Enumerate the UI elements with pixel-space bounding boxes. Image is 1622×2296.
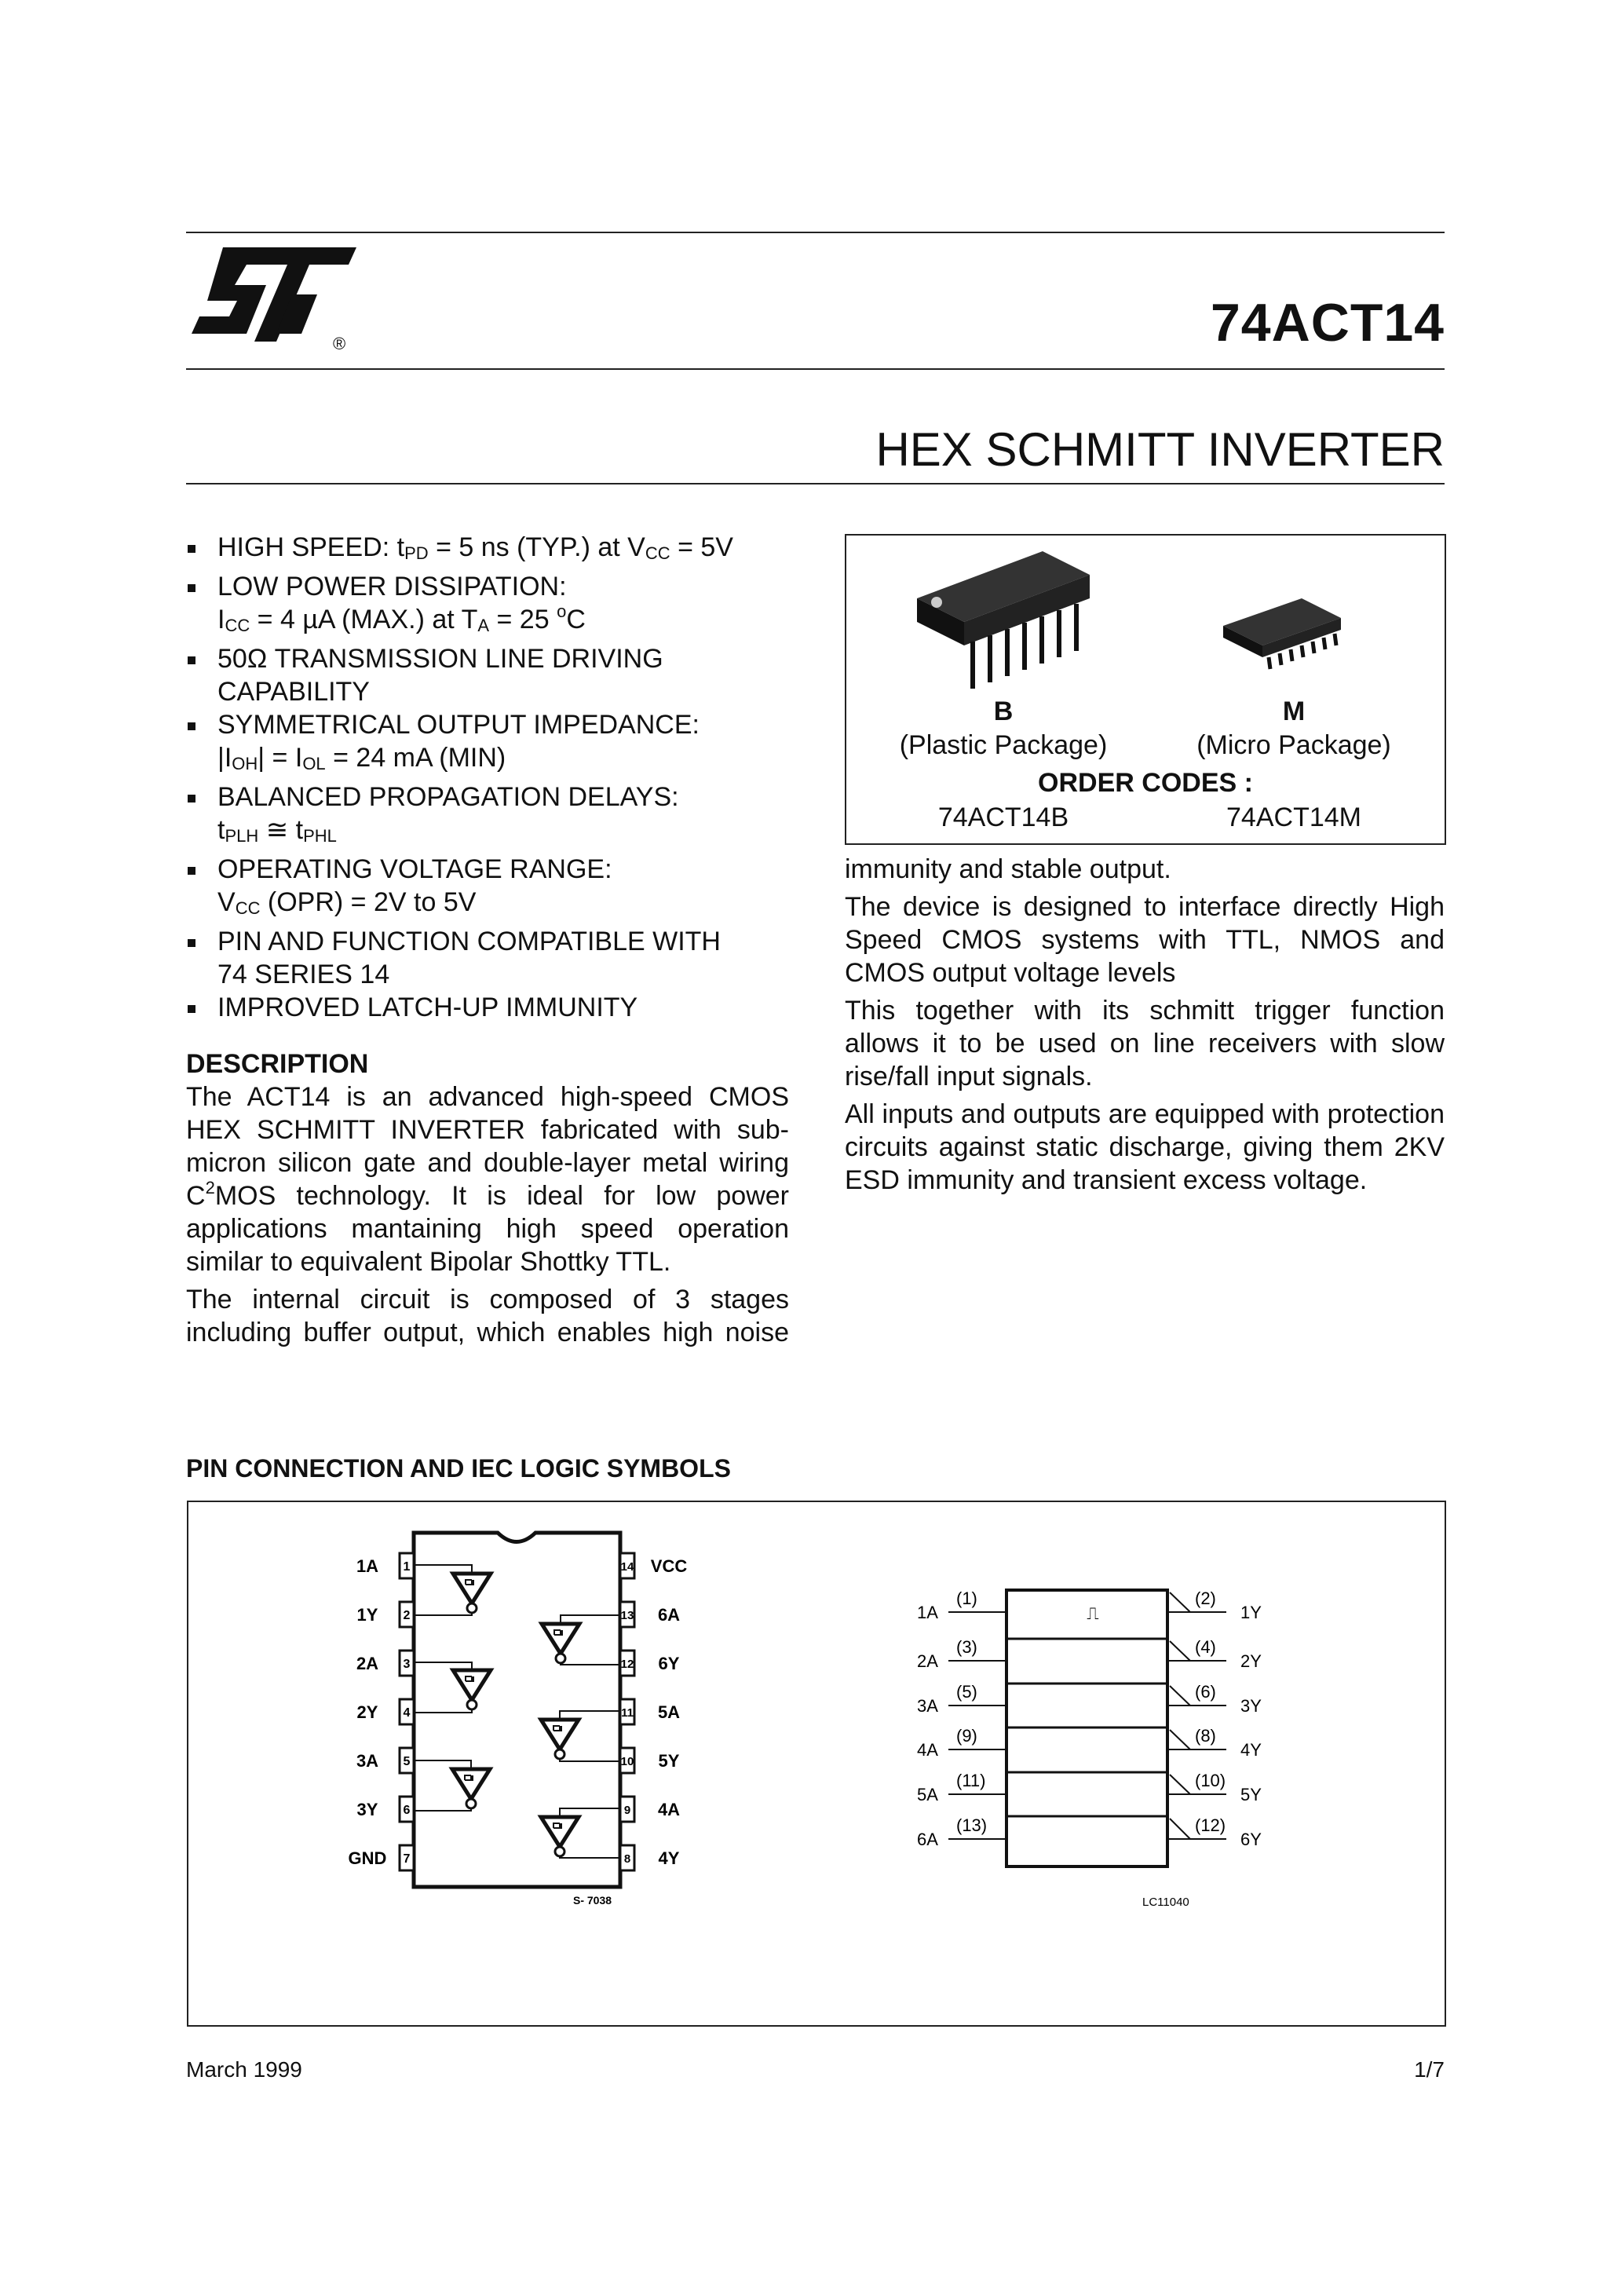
output-pin-number: (2) xyxy=(1195,1589,1216,1608)
pin-label: 3A xyxy=(356,1751,379,1771)
output-pin-number: (8) xyxy=(1195,1726,1216,1746)
hysteresis-symbol xyxy=(466,1580,473,1585)
order-code-m: 74ACT14M xyxy=(1226,803,1361,832)
wire xyxy=(560,1856,620,1858)
page-title: HEX SCHMITT INVERTER xyxy=(875,423,1445,476)
pin-number: 11 xyxy=(621,1706,634,1720)
hysteresis-symbol xyxy=(554,1630,562,1635)
feature-item: HIGH SPEED: $t_{PD} = 5$ ns (TYP.) at $V_{CC} = 5V$ xyxy=(186,531,789,570)
feature-item: SYMMETRICAL OUTPUT IMPEDANCE: $|I_{OH}| = I_{OL} = 24$ mA (MIN) xyxy=(186,708,789,781)
pin-number: 6 xyxy=(403,1804,411,1817)
inverter-triangle xyxy=(541,1720,579,1749)
registered-mark: ® xyxy=(333,334,346,353)
output-label: 5Y xyxy=(1240,1785,1262,1804)
inverter-bubble xyxy=(555,1847,564,1856)
input-pin-number: (9) xyxy=(956,1726,977,1746)
pin-number: 2 xyxy=(403,1609,411,1622)
description-heading: DESCRIPTION xyxy=(186,1049,369,1079)
pin-label: 4A xyxy=(657,1800,681,1819)
pin-label: 6A xyxy=(657,1605,681,1625)
diagram-code: S- 7038 xyxy=(573,1894,612,1907)
feature-item: LOW POWER DISSIPATION: $I_{CC} = 4$ µA (MAX.) at $T_A = 25$ $^o$C xyxy=(186,570,789,642)
inverter-triangle xyxy=(542,1624,579,1654)
schmitt-inverter-gate xyxy=(542,1615,620,1665)
input-label: 6A xyxy=(917,1830,938,1849)
pin-label: 4Y xyxy=(658,1848,680,1868)
input-label: 1A xyxy=(917,1603,938,1622)
output-pin-number: (12) xyxy=(1195,1815,1226,1835)
dip-pin-connection xyxy=(349,1533,688,1907)
pin-number: 10 xyxy=(620,1755,634,1768)
pin-number: 13 xyxy=(620,1609,634,1622)
wire xyxy=(414,1808,471,1811)
inverter-triangle xyxy=(453,1574,491,1603)
hysteresis-symbol xyxy=(553,1726,561,1731)
hysteresis-symbol xyxy=(553,1823,561,1828)
input-label: 3A xyxy=(917,1696,938,1716)
output-label: 4Y xyxy=(1240,1740,1262,1760)
wire xyxy=(414,1709,472,1713)
feature-item: 50Ω TRANSMISSION LINE DRIVING CAPABILITY xyxy=(186,642,789,708)
order-code-b: 74ACT14B xyxy=(937,803,1069,832)
output-label: 1Y xyxy=(1240,1603,1262,1622)
inverter-triangle xyxy=(541,1817,579,1847)
footer-page-number: 1/7 xyxy=(1414,2057,1445,2082)
output-label: 6Y xyxy=(1240,1830,1262,1849)
pin-label: GND xyxy=(348,1848,387,1868)
feature-item: IMPROVED LATCH-UP IMMUNITY xyxy=(186,991,789,1024)
chip-body xyxy=(414,1533,620,1887)
footer-date: March 1999 xyxy=(186,2057,302,2082)
pin-label: 5Y xyxy=(658,1751,680,1771)
wire xyxy=(560,1759,620,1761)
inverter-bubble xyxy=(466,1799,476,1808)
diagram-code: LC11040 xyxy=(1142,1896,1189,1909)
hysteresis-symbol xyxy=(465,1775,473,1780)
inverter-triangle xyxy=(453,1670,491,1700)
input-pin-number: (13) xyxy=(956,1815,988,1835)
part-number: 74ACT14 xyxy=(1210,293,1445,353)
package-m-name: (Micro Package) xyxy=(1196,730,1391,760)
input-label: 2A xyxy=(917,1651,938,1671)
iec-logic-symbol xyxy=(917,1589,1262,1909)
schmitt-inverter-gate xyxy=(541,1711,620,1761)
feature-item: PIN AND FUNCTION COMPATIBLE WITH 74 SERIES 14 xyxy=(186,925,789,991)
pin-label: 2A xyxy=(356,1654,379,1673)
package-b-letter: B xyxy=(993,696,1014,726)
pin-label: 3Y xyxy=(356,1800,378,1819)
description-paragraph: This together with its schmitt trigger function allows it to be used on line receivers with slow rise/fall input signals. xyxy=(845,996,1445,1091)
description-paragraph: All inputs and outputs are equipped with protection circuits against static discharge, giving them 2KV ESD immunity and transient excess voltage. xyxy=(845,1099,1445,1195)
pin-number: 4 xyxy=(403,1706,411,1720)
schmitt-inverter-gate xyxy=(414,1760,490,1811)
inverter-triangle xyxy=(452,1769,490,1799)
output-pin-number: (10) xyxy=(1195,1771,1226,1790)
input-pin-number: (3) xyxy=(956,1637,977,1657)
inverter-bubble xyxy=(556,1654,565,1663)
inverter-bubble xyxy=(467,1700,477,1709)
pin-section-heading: PIN CONNECTION AND IEC LOGIC SYMBOLS xyxy=(186,1454,731,1483)
output-pin-number: (4) xyxy=(1195,1637,1216,1657)
wire xyxy=(561,1663,620,1665)
description-paragraph: immunity and stable output. xyxy=(845,854,1171,884)
hysteresis-symbol xyxy=(466,1676,473,1681)
pin-number: 3 xyxy=(403,1658,411,1671)
package-m-letter: M xyxy=(1282,696,1306,726)
output-label: 3Y xyxy=(1240,1696,1262,1716)
pin-label: VCC xyxy=(650,1556,688,1576)
schmitt-symbol: ⎍ xyxy=(1087,1604,1099,1624)
input-label: 5A xyxy=(917,1785,938,1804)
pin-number: 1 xyxy=(403,1560,411,1574)
pin-label: 5A xyxy=(657,1702,681,1722)
inverter-bubble xyxy=(555,1749,564,1759)
pin-number: 14 xyxy=(620,1560,634,1574)
pin-label: 1Y xyxy=(356,1605,378,1625)
feature-item: BALANCED PROPAGATION DELAYS: $t_{PLH}$ ≅ $t_{PHL}$ xyxy=(186,781,789,853)
output-label: 2Y xyxy=(1240,1651,1262,1671)
pin-number: 8 xyxy=(623,1852,631,1866)
schmitt-inverter-gate xyxy=(541,1808,620,1858)
feature-item: OPERATING VOLTAGE RANGE: $V_{CC}$ (OPR) = 2V to 5V xyxy=(186,853,789,925)
order-codes-label: ORDER CODES : xyxy=(1038,768,1253,798)
wire xyxy=(414,1613,472,1615)
description-paragraph: The internal circuit is composed of 3 stages including buffer output, which enables high noise xyxy=(186,1285,789,1347)
package-b-name: (Plastic Package) xyxy=(899,730,1108,760)
output-pin-number: (6) xyxy=(1195,1682,1216,1702)
pin-number: 7 xyxy=(403,1852,411,1866)
description-paragraph: The device is designed to interface directly High Speed CMOS systems with TTL, NMOS and CMOS output voltage levels xyxy=(845,892,1445,988)
pin-number: 12 xyxy=(620,1658,634,1671)
input-pin-number: (5) xyxy=(956,1682,977,1702)
input-pin-number: (11) xyxy=(956,1771,986,1790)
pin-label: 2Y xyxy=(356,1702,378,1722)
pin-number: 5 xyxy=(403,1755,411,1768)
description-paragraph: The ACT14 is an advanced high-speed CMOS HEX SCHMITT INVERTER fabricated with sub-micron silicon gate and double-layer metal wiring $C^2MOS$ technology. It is ideal for low power applications mantaining high speed operation similar to equivalent Bipolar Shottky TTL. xyxy=(186,1082,789,1277)
pin-number: 9 xyxy=(623,1804,631,1817)
pin-label: 1A xyxy=(356,1556,379,1576)
schmitt-inverter-gate xyxy=(414,1565,491,1615)
input-label: 4A xyxy=(917,1740,938,1760)
schmitt-inverter-gate xyxy=(414,1662,491,1713)
pin-label: 6Y xyxy=(658,1654,680,1673)
inverter-bubble xyxy=(467,1603,477,1613)
input-pin-number: (1) xyxy=(956,1589,977,1608)
